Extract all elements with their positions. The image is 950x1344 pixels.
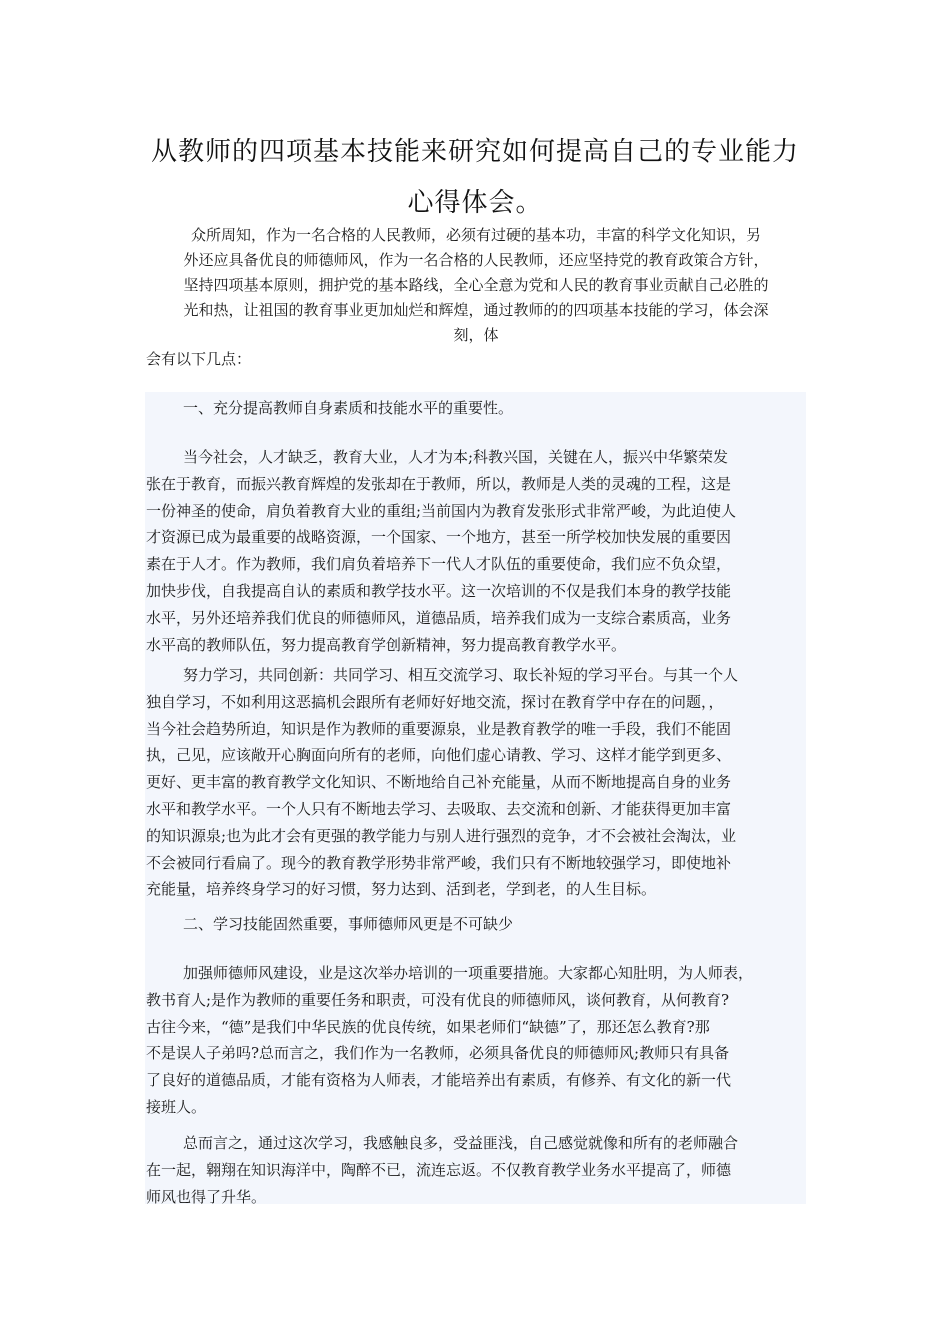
paragraph-line: 充能量，培养终身学习的好习惯，努力达到、活到老，学到老，的人生目标。 bbox=[146, 880, 657, 899]
paragraph-line: 执，己见，应该敞开心胸面向所有的老师，向他们虚心请教、学习、这样才能学到更多、 bbox=[146, 746, 732, 765]
paragraph-line: 在一起，翱翔在知识海洋中，陶醉不已，流连忘返。不仅教育教学业务水平提高了，师德 bbox=[146, 1160, 732, 1179]
paragraph-line: 加快步伐，自我提高自认的素质和教学技水平。这一次培训的不仅是我们本身的教学技能 bbox=[146, 581, 732, 600]
heading-text: 二、学习技能固然重要，事师德师风更是不可缺少 bbox=[183, 915, 514, 933]
intro-line: 坚持四项基本原则，拥护党的基本路线，全心全意为党和人民的教育事业贡献自己必胜的 bbox=[183, 276, 769, 294]
paragraph-line: 更好、更丰富的教育教学文化知识、不断地给自己补充能量，从而不断地提高自身的业务 bbox=[146, 773, 732, 792]
intro-line: 外还应具备优良的师德师风，作为一名合格的人民教师，还应坚持党的教育政策合方针， bbox=[183, 251, 769, 269]
paragraph-line: 水平和教学水平。一个人只有不断地去学习、去吸取、去交流和创新、才能获得更加丰富 bbox=[146, 799, 732, 818]
paragraph-line: 师风也得了升华。 bbox=[146, 1187, 267, 1206]
paragraph-line: 水平高的教师队伍，努力提高教育学创新精神，努力提高教育教学水平。 bbox=[146, 635, 627, 654]
section-heading-2 bbox=[146, 911, 810, 938]
paragraph-line: 教书育人;是作为教师的重要任务和职责，可没有优良的师德师风，谈何教育，从何教育? bbox=[146, 990, 730, 1009]
section-heading-1 bbox=[146, 395, 810, 422]
paragraph-line: 总而言之，通过这次学习，我感触良多，受益匪浅，自己感觉就像和所有的老师融合 bbox=[183, 1134, 739, 1152]
heading-text: 一、充分提高教师自身素质和技能水平的重要性。 bbox=[183, 399, 514, 417]
paragraph-line: 当今社会，人才缺乏，教育大业，人才为本;科教兴国，关键在人，振兴中华繁荣发 bbox=[183, 448, 729, 466]
paragraph-line: 水平，另外还培养我们优良的师德师风，道德品质，培养我们成为一支综合素质高，业务 bbox=[146, 608, 732, 627]
intro-line: 光和热，让祖国的教育事业更加灿烂和辉煌，通过教师的的四项基本技能的学习，体会深 bbox=[183, 301, 769, 319]
paragraph-line: 古往今来，“德”是我们中华民族的优良传统，如果老师们“缺德”了，那还怎么教育?那 bbox=[146, 1017, 710, 1036]
paragraph-line: 了良好的道德品质，才能有资格为人师表，才能培养出有素质，有修养、有文化的新一代 bbox=[146, 1071, 732, 1090]
paragraph-line: 当今社会趋势所迫，知识是作为教师的重要源泉，业是教育教学的唯一手段，我们不能固 bbox=[146, 719, 732, 738]
paragraph-line: 张在于教育，而振兴教育辉煌的发张却在于教师，所以，教师是人类的灵魂的工程，这是 bbox=[146, 474, 732, 493]
paragraph-line: 才资源已成为最重要的战略资源，一个国家、一个地方，甚至一所学校加快发展的重要因 bbox=[146, 528, 732, 547]
paragraph-2 bbox=[146, 662, 810, 903]
intro-line: 刻，体 bbox=[453, 326, 499, 344]
intro-line: 众所周知，作为一名合格的人民教师，必须有过硬的基本功，丰富的科学文化知识，另 bbox=[190, 226, 761, 244]
intro-tail-line: 会有以下几点： bbox=[146, 350, 252, 368]
paragraph-line: 素在于人才。作为教师，我们肩负着培养下一代人才队伍的重要使命，我们应不负众望， bbox=[146, 555, 732, 574]
paragraph-line: 不是误人子弟吗?总而言之，我们作为一名教师，必须具备优良的师德师风;教师只有具备 bbox=[146, 1044, 730, 1063]
paragraph-line: 接班人。 bbox=[146, 1097, 207, 1116]
document-title-line1: 从教师的四项基本技能来研究如何提高自己的专业能力 bbox=[150, 137, 799, 167]
paragraph-line: 一份神圣的使命，肩负着教育大业的重组;当前国内为教育发张形式非常严峻，为此迫使人 bbox=[146, 501, 737, 520]
paragraph-4 bbox=[146, 1130, 810, 1210]
paragraph-3 bbox=[146, 960, 810, 1121]
document-title-line2: 心得体会。 bbox=[407, 188, 543, 218]
paragraph-line: 加强师德师风建设，业是这次举办培训的一项重要措施。大家都心知肚明，为人师表， bbox=[183, 964, 754, 982]
paragraph-line: 不会被同行看扁了。现今的教育教学形势非常严峻，我们只有不断地较强学习，即使地补 bbox=[146, 853, 732, 872]
intro-paragraph bbox=[146, 223, 806, 348]
paragraph-line: 独自学习，不如利用这恶搞机会跟所有老师好好地交流，探讨在教育学中存在的问题，， bbox=[146, 692, 724, 711]
paragraph-line: 的知识源泉;也为此才会有更强的教学能力与别人进行强烈的竞争，才不会被社会淘汰，业 bbox=[146, 826, 737, 845]
paragraph-line: 努力学习，共同创新：共同学习、相互交流学习、取长补短的学习平台。与其一个人 bbox=[183, 666, 739, 684]
paragraph-1 bbox=[146, 444, 810, 658]
